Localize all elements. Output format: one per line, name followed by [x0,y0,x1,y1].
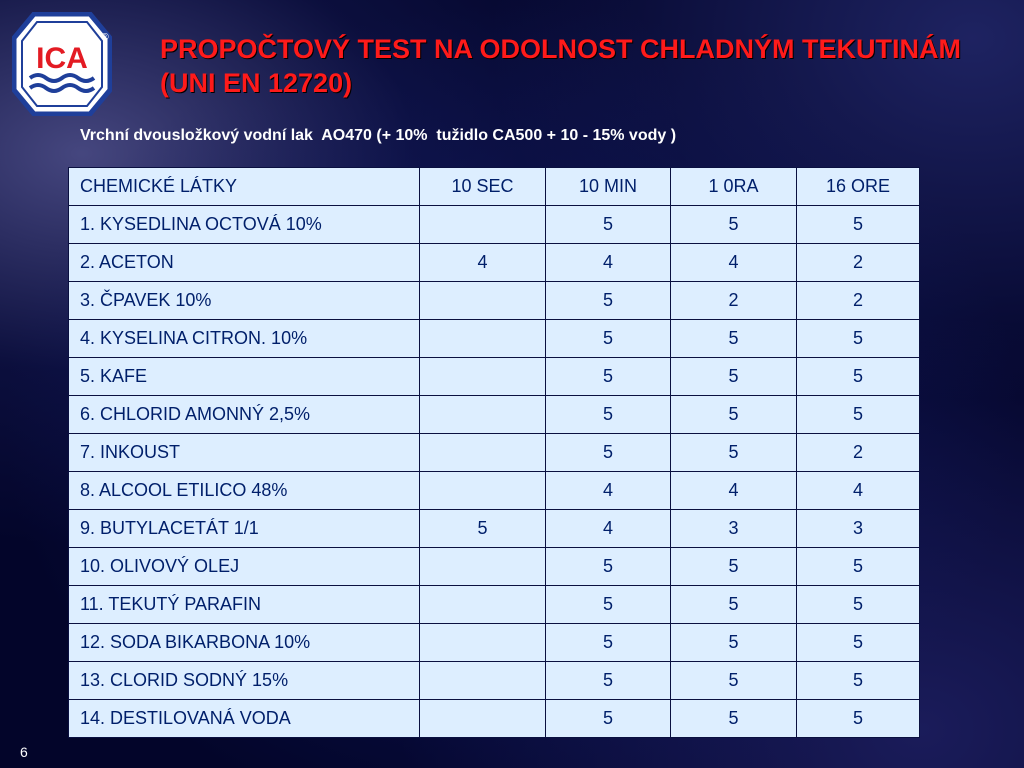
value-10sec-cell [420,662,546,700]
table-row [69,320,920,358]
value-10sec-cell: 4 [420,244,546,282]
value-10min-cell: 5 [546,700,671,738]
value-1ora-cell: 5 [671,700,797,738]
ica-logo [12,12,112,116]
value-16ore-cell: 5 [797,548,920,586]
value-10sec-cell [420,586,546,624]
value-10sec-cell [420,434,546,472]
value-10min-cell: 4 [546,244,671,282]
value-16ore-cell: 5 [797,700,920,738]
table-row [69,358,920,396]
chemical-name-cell: 8. ALCOOL ETILICO 48% [69,472,420,510]
value-16ore-cell: 5 [797,320,920,358]
value-16ore-cell: 5 [797,396,920,434]
chemical-name-cell: 2. ACETON [69,244,420,282]
value-10sec-cell [420,472,546,510]
value-10min-cell: 5 [546,396,671,434]
col-header-10min: 10 MIN [546,168,671,206]
value-16ore-cell: 2 [797,244,920,282]
slide-title: PROPOČTOVÝ TEST NA ODOLNOST CHLADNÝM TEKUTINÁM (UNI EN 12720) [160,34,962,98]
chemical-name-cell: 4. KYSELINA CITRON. 10% [69,320,420,358]
value-10sec-cell [420,396,546,434]
table-row [69,510,920,548]
value-1ora-cell: 4 [671,244,797,282]
table-row [69,662,920,700]
value-1ora-cell: 4 [671,472,797,510]
slide-subtitle: Vrchní dvousložkový vodní lak AO470 (+ 10% tužidlo CA500 + 10 - 15% vody ) [80,127,677,144]
value-1ora-cell: 5 [671,358,797,396]
chemical-name-cell: 9. BUTYLACETÁT 1/1 [69,510,420,548]
table-row [69,244,920,282]
value-10sec-cell: 5 [420,510,546,548]
value-10min-cell: 5 [546,358,671,396]
value-10min-cell: 4 [546,510,671,548]
col-header-chemicals: CHEMICKÉ LÁTKY [69,168,420,206]
col-header-16ore: 16 ORE [797,168,920,206]
value-10min-cell: 5 [546,548,671,586]
table-row [69,700,920,738]
value-16ore-cell: 5 [797,624,920,662]
value-10sec-cell [420,624,546,662]
chemical-name-cell: 3. ČPAVEK 10% [69,282,420,320]
value-1ora-cell: 2 [671,282,797,320]
slide-number: 6 [20,744,28,760]
chemical-name-cell: 6. CHLORID AMONNÝ 2,5% [69,396,420,434]
value-10min-cell: 5 [546,320,671,358]
value-10sec-cell [420,320,546,358]
logo-text: ICA [36,42,88,75]
value-1ora-cell: 5 [671,206,797,244]
table-row [69,586,920,624]
value-16ore-cell: 5 [797,206,920,244]
value-10min-cell: 5 [546,282,671,320]
value-10sec-cell [420,358,546,396]
chemical-name-cell: 14. DESTILOVANÁ VODA [69,700,420,738]
value-1ora-cell: 5 [671,662,797,700]
table-row [69,206,920,244]
resistance-table [68,167,920,738]
value-10min-cell: 5 [546,662,671,700]
chemical-name-cell: 10. OLIVOVÝ OLEJ [69,548,420,586]
value-10min-cell: 4 [546,472,671,510]
value-1ora-cell: 5 [671,548,797,586]
value-1ora-cell: 5 [671,320,797,358]
value-10sec-cell [420,700,546,738]
table-row [69,434,920,472]
registered-mark: ® [101,32,109,43]
value-10sec-cell [420,548,546,586]
value-1ora-cell: 5 [671,624,797,662]
col-header-10sec: 10 SEC [420,168,546,206]
value-10sec-cell [420,206,546,244]
value-10min-cell: 5 [546,624,671,662]
col-header-1ora: 1 0RA [671,168,797,206]
value-10min-cell: 5 [546,586,671,624]
chemical-name-cell: 5. KAFE [69,358,420,396]
value-10min-cell: 5 [546,206,671,244]
chemical-name-cell: 12. SODA BIKARBONA 10% [69,624,420,662]
value-10sec-cell [420,282,546,320]
chemical-name-cell: 1. KYSEDLINA OCTOVÁ 10% [69,206,420,244]
value-16ore-cell: 3 [797,510,920,548]
value-16ore-cell: 4 [797,472,920,510]
value-16ore-cell: 5 [797,662,920,700]
value-1ora-cell: 3 [671,510,797,548]
value-1ora-cell: 5 [671,586,797,624]
value-16ore-cell: 2 [797,282,920,320]
table-row [69,624,920,662]
value-16ore-cell: 2 [797,434,920,472]
value-1ora-cell: 5 [671,434,797,472]
table-row [69,548,920,586]
table-row [69,472,920,510]
table-header-row [69,168,920,206]
value-16ore-cell: 5 [797,358,920,396]
table-row [69,282,920,320]
value-16ore-cell: 5 [797,586,920,624]
table-row [69,396,920,434]
value-1ora-cell: 5 [671,396,797,434]
value-10min-cell: 5 [546,434,671,472]
chemical-name-cell: 13. CLORID SODNÝ 15% [69,662,420,700]
chemical-name-cell: 11. TEKUTÝ PARAFIN [69,586,420,624]
chemical-name-cell: 7. INKOUST [69,434,420,472]
